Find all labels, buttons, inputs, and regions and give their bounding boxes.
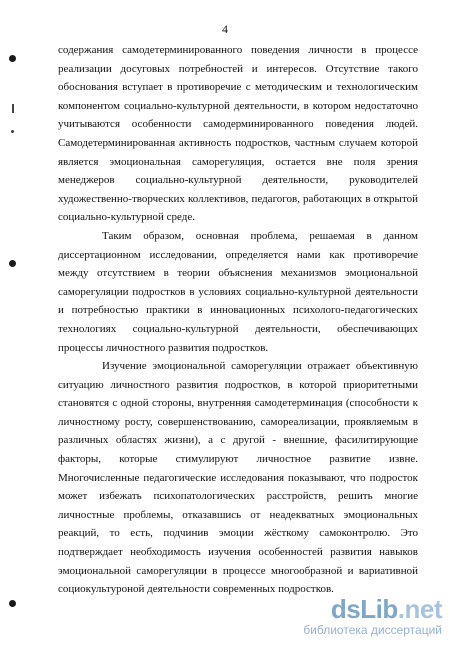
- paragraph-2: Таким образом, основная проблема, решаемая в данном диссертационном исследовании, определяется нами как противоречие между отсутствием в теории объяснения механизмов эмоциональной саморегуляции подростков в условиях социально-культурной деятельности и потребностью практики в инновационных психолого-педагогических технологиях социально-культурной деятельности, обеспечивающих процессы личностного развития подростков.: [58, 229, 418, 354]
- watermark-brand: dsLib.net: [330, 594, 442, 624]
- paragraph-3: Изучение эмоциональной саморегуляции отражает объективную ситуацию личностного развития подростков, в которой приоритетными становятся с одной стороны, внутренняя самодетерминация (способности к личностному росту, совершенствованию, самореализации, проявляемым в различных областях жизни), а с другой - внешние, фасилитирующие факторы, которые стимулируют личностное развитие извне. Многочисленные педагогические исследования показывают, что подросток может избежать психопатологических расстройств, решить многие личностные проблемы, отказавшись от неадекватных эмоциональных реакций, то есть, подчинив эмоции жёсткому самоконтролю. Это подтверждает необходимость изучения особенностей развития навыков эмоциональной саморегуляции в процессе многообразной и вариативной социокультуроной деятельности современных подростков.: [58, 360, 418, 596]
- binder-hole: [9, 260, 16, 267]
- margin-mark: [12, 104, 14, 113]
- paragraph-1: содержания самодетерминированного поведения личности в процессе реализации досуговых потребностей и интересов. Отсутствие такого обоснования вступает в противоречие с методическим и технологическим компонентом социально-культурной деятельности, в котором недостаточно учитываются особенности самодерминированного поведения людей. Самодетерминированная активность подростков, частным случаем которой является эмоциональная саморегуляция, остается вне поля зрения менеджеров социально-культурной деятельности, руководителей художественно-творческих коллективов, педагогов, работающих в открытой социально-культурной среде.: [58, 44, 418, 224]
- page-number: 4: [222, 22, 228, 36]
- watermark-tagline: библиотека диссертаций: [303, 623, 442, 637]
- binder-hole: [9, 55, 16, 62]
- binder-hole: [9, 600, 16, 607]
- watermark-logo: [303, 595, 442, 637]
- document-body: [58, 41, 418, 599]
- margin-dot: [11, 130, 14, 133]
